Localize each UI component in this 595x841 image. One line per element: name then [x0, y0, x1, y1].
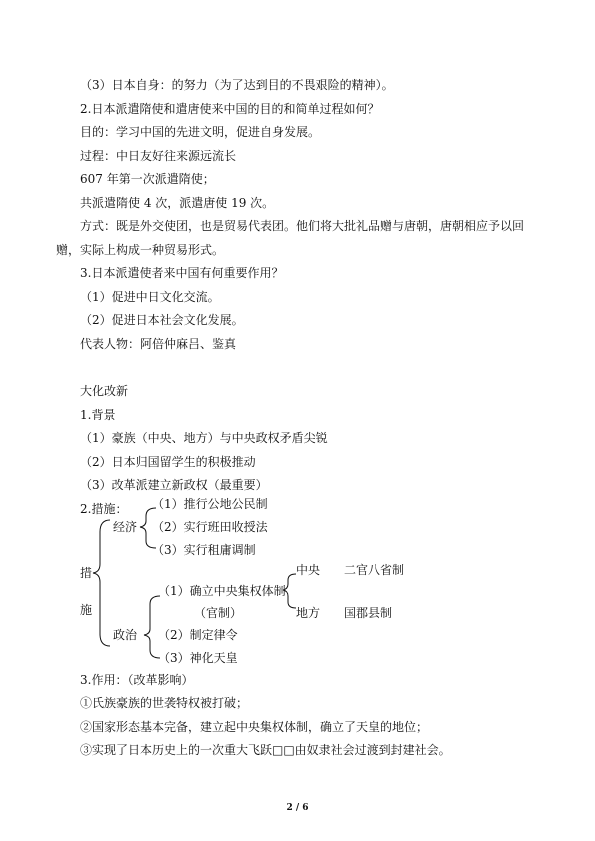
economy-label: 经济	[113, 520, 138, 534]
politics-item-1: （1）确立中央集权体制	[158, 584, 286, 598]
question-envoys-purpose: 2.日本派遣隋使和遣唐使来中国的目的和简单过程如何？	[80, 102, 380, 116]
effects-heading: 3.作用：（改革影响）	[80, 673, 194, 687]
section-title-taika-reform: 大化改新	[80, 384, 129, 398]
purpose-text: 目的：学习中国的先进文明，促进自身发展。	[80, 125, 321, 139]
economy-item-2: （2）实行班田收授法	[152, 520, 268, 534]
central-value: 二官八省制	[344, 563, 405, 577]
question-envoys-role: 3.日本派遣使者来中国有何重要作用？	[80, 266, 284, 280]
background-item-2: （2）日本归国留学生的积极推动	[80, 455, 256, 469]
central-label: 中央	[296, 563, 321, 577]
politics-item-1-note: （官制）	[194, 606, 243, 620]
local-value: 国郡县制	[344, 606, 393, 620]
politics-label: 政治	[113, 628, 138, 642]
background-heading: 1.背景	[80, 408, 116, 422]
root-label-bottom: 施	[80, 603, 93, 617]
background-item-3: （3）改革派建立新政权（最重要）	[80, 478, 268, 492]
economy-item-1: （1）推行公地公民制	[152, 497, 268, 511]
role-item-2: （2）促进日本社会文化发展。	[80, 313, 244, 327]
item-japan-effort: （3）日本自身：的努力（为了达到目的不畏艰险的精神）。	[80, 78, 394, 92]
politics-item-2: （2）制定律令	[158, 628, 238, 642]
role-item-1: （1）促进中日文化交流。	[80, 290, 220, 304]
effect-item-2: ②国家形态基本完备，建立起中央集权体制，确立了天皇的地位；	[80, 720, 429, 734]
effect-item-1: ①氏族豪族的世袭特权被打破；	[80, 696, 249, 710]
economy-item-3: （3）实行租庸调制	[152, 543, 256, 557]
measures-heading: 2.措施：	[80, 502, 128, 516]
page-number: 2 / 6	[286, 803, 309, 813]
representative-figures: 代表人物：阿倍仲麻吕、鉴真	[80, 337, 237, 351]
root-brace	[93, 520, 110, 646]
method-text-continued: 赠，实际上构成一种贸易形式。	[56, 243, 225, 257]
effect-item-3: ③实现了日本历史上的一次重大飞跃□□由奴隶社会过渡到封建社会。	[80, 743, 451, 757]
envoy-count-text: 共派遣隋使 4 次，派遣唐使 19 次。	[80, 196, 275, 210]
background-item-1: （1）豪族（中央、地方）与中央政权矛盾尖锐	[80, 431, 328, 445]
first-envoy-text: 607 年第一次派遣隋使；	[80, 172, 215, 186]
root-label-top: 措	[80, 566, 93, 580]
politics-item-3: （3）神化天皇	[158, 651, 238, 665]
process-text: 过程：中日友好往来源远流长	[80, 149, 237, 163]
local-label: 地方	[296, 606, 321, 620]
method-text: 方式：既是外交使团，也是贸易代表团。他们将大批礼品赠与唐朝，唐朝相应予以回	[80, 219, 525, 233]
